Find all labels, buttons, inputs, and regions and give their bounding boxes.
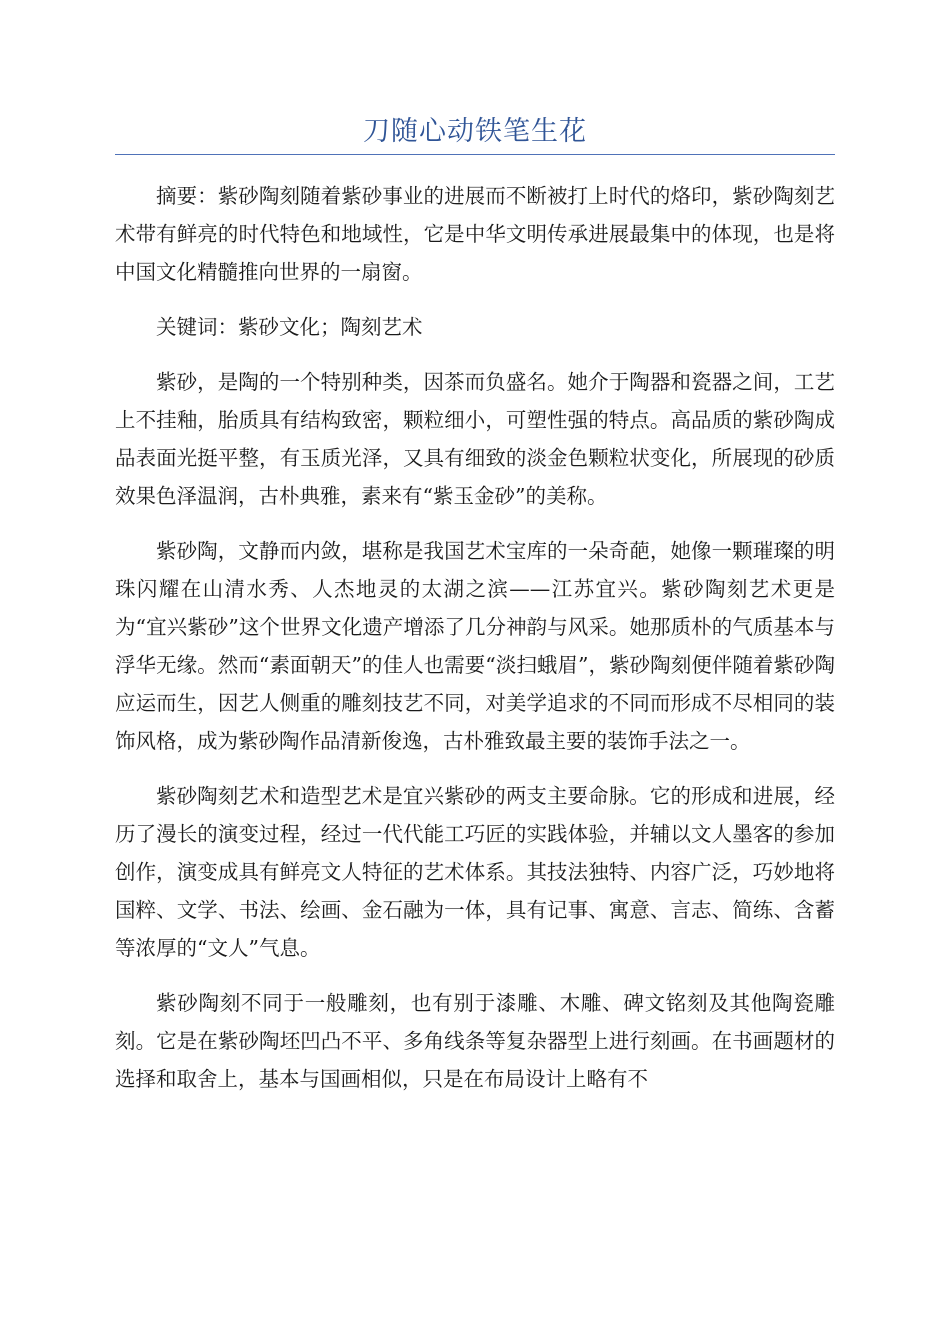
body-paragraph-3: 紫砂陶刻艺术和造型艺术是宜兴紫砂的两支主要命脉。它的形成和进展，经历了漫长的演变过程，经过一代代能工巧匠的实践体验，并辅以文人墨客的参加创作，演变成具有鲜亮文人特征的艺术体系。其技法独特、内容广泛，巧妙地将国粹、文学、书法、绘画、金石融为一体，具有记事、寓意、言志、简练、含蓄等浓厚的“文人”气息。 — [115, 784, 835, 960]
abstract-paragraph: 摘要：紫砂陶刻随着紫砂事业的进展而不断被打上时代的烙印，紫砂陶刻艺术带有鲜亮的时代特色和地域性，它是中华文明传承进展最集中的体现，也是将中国文化精髓推向世界的一扇窗。 — [115, 184, 835, 284]
body-paragraph-2: 紫砂陶，文静而内敛，堪称是我国艺术宝库的一朵奇葩，她像一颗璀璨的明珠闪耀在山清水秀、人杰地灵的太湖之滨——江苏宜兴。紫砂陶刻艺术更是为“宜兴紫砂”这个世界文化遗产增添了几分神韵与风采。她那质朴的气质基本与浮华无缘。然而“素面朝天”的佳人也需要“淡扫蛾眉”，紫砂陶刻便伴随着紫砂陶应运而生，因艺人侧重的雕刻技艺不同，对美学追求的不同而形成不尽相同的装饰风格，成为紫砂陶作品清新俊逸，古朴雅致最主要的装饰手法之一。 — [115, 539, 835, 753]
keywords-paragraph: 关键词：紫砂文化；陶刻艺术 — [156, 315, 423, 339]
body-paragraph-1: 紫砂，是陶的一个特别种类，因茶而负盛名。她介于陶器和瓷器之间，工艺上不挂釉，胎质具有结构致密，颗粒细小，可塑性强的特点。高品质的紫砂陶成品表面光挺平整，有玉质光泽，又具有细致的淡金色颗粒状变化，所展现的砂质效果色泽温润，古朴典雅，素来有“紫玉金砂”的美称。 — [115, 370, 835, 508]
document-title: 刀随心动铁笔生花 — [115, 112, 835, 155]
body-paragraph-4: 紫砂陶刻不同于一般雕刻，也有别于漆雕、木雕、碑文铭刻及其他陶瓷雕刻。它是在紫砂陶坯凹凸不平、多角线条等复杂器型上进行刻画。在书画题材的选择和取舍上，基本与国画相似，只是在布局设计上略有不 — [115, 991, 835, 1091]
document-page — [115, 112, 835, 1098]
